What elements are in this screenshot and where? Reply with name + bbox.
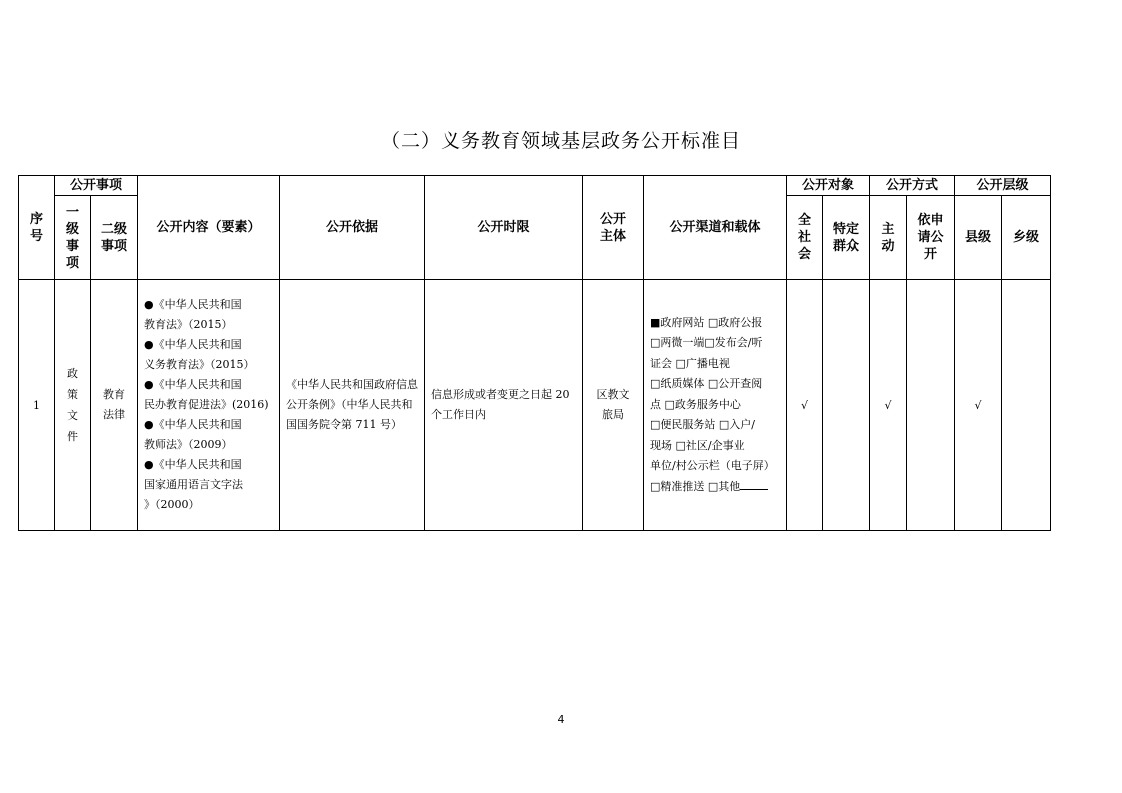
content-line: ●《中华人民共和国 (144, 338, 242, 351)
col-header-level: 公开层级 (955, 176, 1051, 196)
col-header-audience: 公开对象 (787, 176, 870, 196)
channel-line: 点 □政务服务中心 (650, 397, 741, 411)
row-channels (644, 280, 787, 531)
channel-line: □两微一端□发布会/听 (650, 336, 763, 350)
col-header-county: 县级 (955, 196, 1002, 280)
content-line: 民办教育促进法》(2016) (144, 398, 269, 411)
col-header-content: 公开内容（要素） (138, 176, 280, 280)
content-line: 国家通用语言文字法 (144, 478, 244, 491)
row-time-limit: 信息形成或者变更之日起 20 个工作日内 (425, 280, 583, 531)
row-subject: 区教文旅局 (583, 280, 644, 531)
channel-line: ■政府网站 □政府公报 (650, 315, 763, 329)
col-header-on-request: 依申请公开 (907, 196, 955, 280)
content-line: ●《中华人民共和国 (144, 378, 242, 391)
col-header-level1: 一级事项 (55, 196, 91, 280)
row-township (1002, 280, 1051, 531)
row-active: √ (870, 280, 907, 531)
disclosure-standard-table (18, 175, 1051, 531)
col-header-specific-group: 特定群众 (823, 196, 870, 280)
col-header-time-limit: 公开时限 (425, 176, 583, 280)
row-seq: 1 (19, 280, 55, 531)
content-line: ●《中华人民共和国 (144, 298, 242, 311)
other-blank-underline (740, 479, 768, 490)
row-on-request (907, 280, 955, 531)
col-header-method: 公开方式 (870, 176, 955, 196)
col-header-basis: 公开依据 (280, 176, 425, 280)
channel-line: 单位/村公示栏（电子屏） (650, 459, 775, 473)
header-row-1 (19, 176, 1051, 196)
col-header-whole-society: 全社会 (787, 196, 823, 280)
channel-line: □纸质媒体 □公开查阅 (650, 377, 763, 391)
col-header-subject: 公开主体 (583, 176, 644, 280)
row-county: √ (955, 280, 1002, 531)
channel-line-last: □精准推送 □其他 (644, 477, 786, 498)
channel-line: □便民服务站 □入户/ (650, 418, 756, 432)
page-title: （二）义务教育领域基层政务公开标准目 (380, 130, 741, 152)
channel-line: 证会 □广播电视 (650, 356, 730, 370)
row-level1: 政策文件 (55, 280, 91, 531)
row-level2: 教育法律 (91, 280, 138, 531)
content-line: ●《中华人民共和国 (144, 418, 242, 431)
col-header-level2: 二级事项 (91, 196, 138, 280)
content-line: ●《中华人民共和国 (144, 458, 242, 471)
col-header-seq: 序号 (19, 176, 55, 280)
content-line: 教育法》（2015） (144, 318, 233, 331)
col-header-channels: 公开渠道和载体 (644, 176, 787, 280)
row-whole-society: √ (787, 280, 823, 531)
row-specific-group (823, 280, 870, 531)
table-row (19, 280, 1051, 531)
content-line: 义务教育法》（2015） (144, 358, 255, 371)
page-number: 4 (557, 713, 565, 726)
row-content (138, 280, 280, 531)
channel-line: 现场 □社区/企事业 (650, 438, 745, 452)
row-basis: 《中华人民共和国政府信息公开条例》（中华人民共和国国务院令第 711 号） (280, 280, 425, 531)
col-header-township: 乡级 (1002, 196, 1051, 280)
col-header-active: 主动 (870, 196, 907, 280)
col-header-matter: 公开事项 (55, 176, 138, 196)
content-line: 教师法》（2009） (144, 438, 233, 451)
content-line: 》（2000） (144, 498, 200, 511)
